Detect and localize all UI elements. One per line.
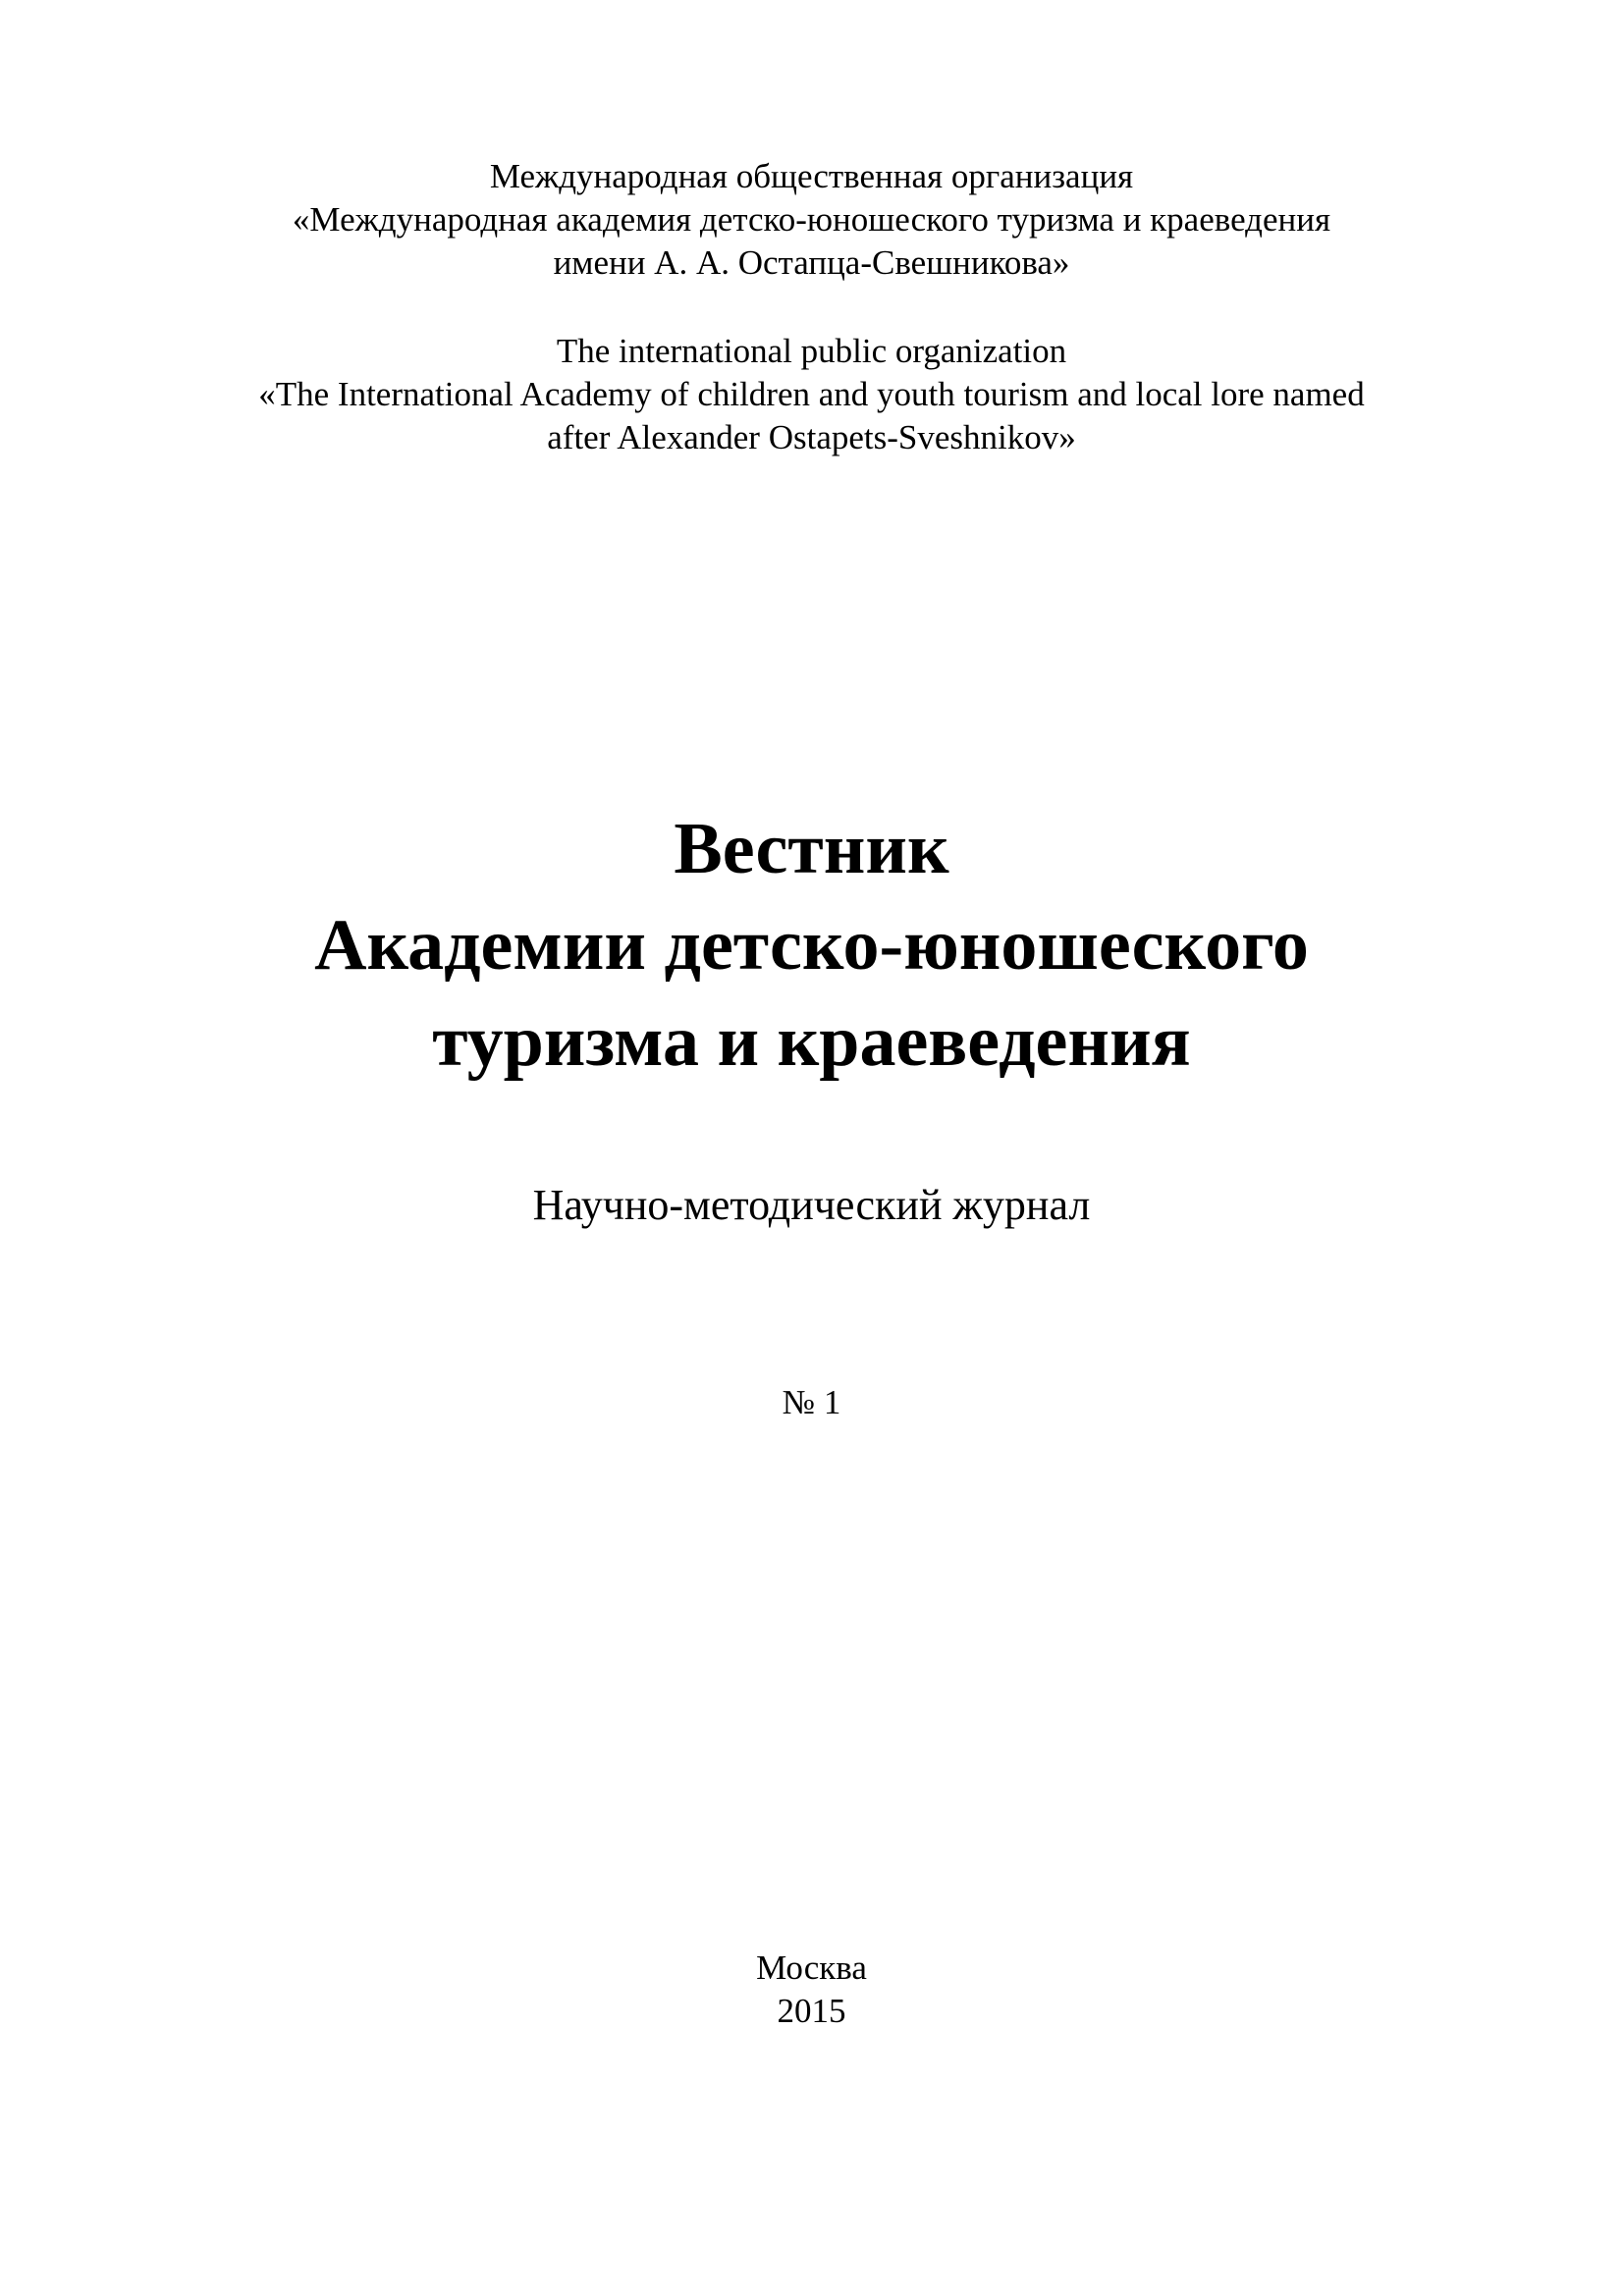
journal-title	[0, 801, 1623, 1090]
organization-ru-line-1: Международная общественная организация	[489, 157, 1134, 195]
organization-name-ru	[0, 155, 1623, 285]
organization-en-line-2: «The International Academy of children and youth tourism and local lore named	[258, 375, 1365, 413]
issue-number	[0, 1380, 1623, 1425]
journal-title-line-3: туризма и краеведения	[432, 1001, 1191, 1082]
imprint	[0, 1947, 1623, 2033]
organization-ru-line-2: «Международная академия детско-юношеского туризма и краеведения	[292, 200, 1331, 239]
journal-subtitle-text: Научно-методический журнал	[532, 1181, 1091, 1229]
organization-name-en	[0, 330, 1623, 459]
issue-number-text: № 1	[782, 1383, 841, 1421]
journal-title-line-2: Академии детско-юношеского	[314, 905, 1309, 986]
organization-en-line-3: after Alexander Ostapets-Sveshnikov»	[547, 418, 1076, 456]
journal-subtitle	[0, 1178, 1623, 1233]
organization-ru-line-3: имени А. А. Остапца-Свешникова»	[553, 243, 1070, 282]
journal-title-line-1: Вестник	[674, 809, 949, 889]
imprint-year: 2015	[777, 1992, 846, 2030]
imprint-city: Москва	[756, 1949, 867, 1987]
organization-en-line-1: The international public organization	[556, 332, 1067, 370]
